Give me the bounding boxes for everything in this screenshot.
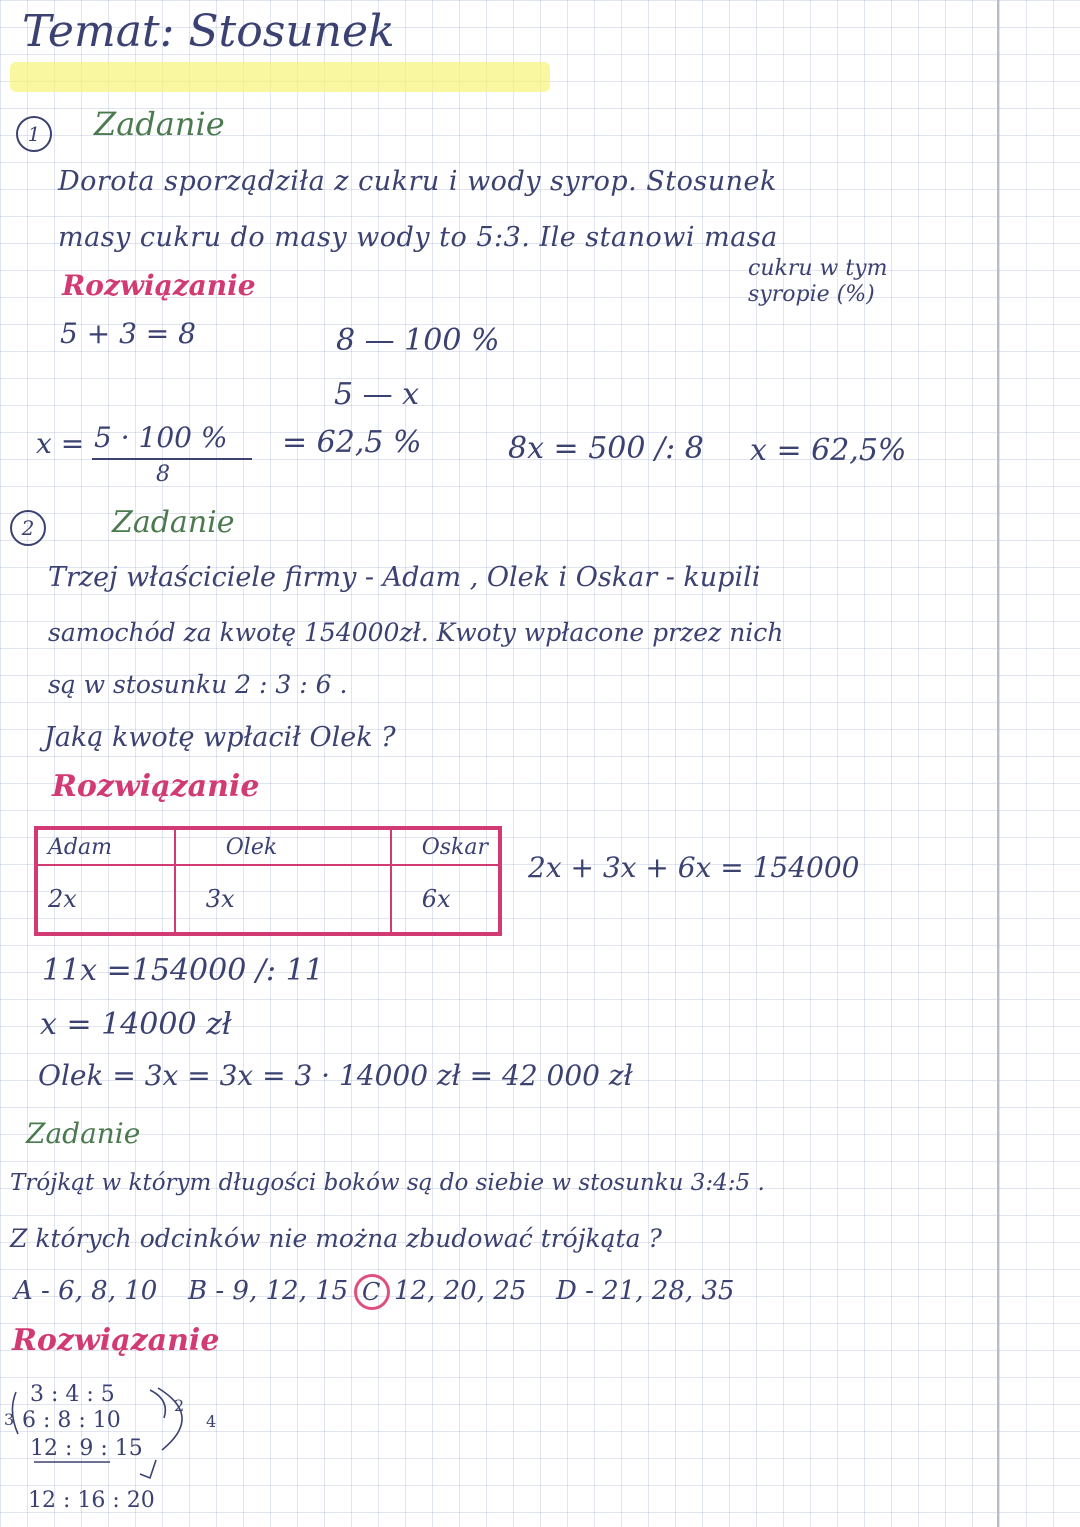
task3-solution-label: Rozwiązanie xyxy=(12,1323,220,1358)
ratio-table-header: Oskar xyxy=(391,829,499,865)
ratio-table-cell: 2x xyxy=(37,865,175,933)
ratio-table-header: Olek xyxy=(175,829,391,865)
arc-times-four xyxy=(158,1388,185,1450)
task1-number: 1 xyxy=(16,116,52,152)
task3-option-d: D - 21, 28, 35 xyxy=(556,1276,735,1306)
task3-heading: Zadanie xyxy=(26,1117,141,1150)
page-title: Temat: Stosunek xyxy=(22,6,395,57)
task3-multiplier-4: 4 xyxy=(206,1412,217,1431)
task1-proportion-1: 8 — 100 % xyxy=(336,323,500,358)
task3-work-row2: 6 : 8 : 10 xyxy=(22,1408,121,1433)
task1-proportion-2: 5 — x xyxy=(334,377,420,412)
task2-text-line3: są w stosunku 2 : 3 : 6 . xyxy=(48,670,348,699)
task1-text-line3: cukru w tym xyxy=(748,256,888,281)
task3-option-a: A - 6, 8, 10 xyxy=(14,1276,158,1306)
task1-x-denominator: 8 xyxy=(156,462,170,487)
task1-text-line1: Dorota sporządziła z cukru i wody syrop. Stosunek xyxy=(58,166,777,197)
ratio-table-header: Adam xyxy=(37,829,175,865)
task2-step1: 11x =154000 /: 11 xyxy=(42,953,324,988)
ratio-table-cell: 3x xyxy=(175,865,391,933)
task2-question: Jaką kwotę wpłacił Olek ? xyxy=(44,722,396,753)
task2-number: 2 xyxy=(10,510,46,546)
task3-text-line1: Trójkąt w którym długości boków są do siebie w stosunku 3:4:5 . xyxy=(10,1170,765,1196)
task2-heading: Zadanie xyxy=(112,505,235,540)
task1-solution-label: Rozwiązanie xyxy=(62,269,256,302)
task3-multiplier-3: 3 xyxy=(4,1410,15,1429)
task3-multiplier-2: 2 xyxy=(174,1396,185,1415)
task2-step3: Olek = 3x = 3x = 3 · 14000 zł = 42 000 zł xyxy=(38,1059,633,1092)
task2-solution-label: Rozwiązanie xyxy=(52,769,260,804)
left-bracket xyxy=(12,1392,18,1434)
task3-option-c: 12, 20, 25 xyxy=(394,1276,527,1306)
task2-equation: 2x + 3x + 6x = 154000 xyxy=(528,851,860,884)
task1-alt-equation: 8x = 500 /: 8 xyxy=(508,431,704,466)
task2-text-line2: samochód za kwotę 154000zł. Kwoty wpłacone przez nich xyxy=(48,618,784,647)
task3-work-row1: 3 : 4 : 5 xyxy=(30,1382,115,1407)
task1-sum: 5 + 3 = 8 xyxy=(60,317,196,350)
ratio-table-cell: 6x xyxy=(391,865,499,933)
task3-work-row3: 12 : 9 : 15 xyxy=(30,1436,143,1461)
task2-text-line1: Trzej właściciele firmy - Adam , Olek i Oskar - kupili xyxy=(48,562,761,593)
task3-text-line2: Z których odcinków nie można zbudować trójkąta ? xyxy=(10,1224,662,1253)
task1-x-result: = 62,5 % xyxy=(282,425,422,460)
task1-x-prefix: x = xyxy=(36,427,85,460)
task3-option-b: B - 9, 12, 15 xyxy=(188,1276,349,1306)
task3-option-c-letter: C xyxy=(362,1278,381,1306)
task1-x-numerator: 5 · 100 % xyxy=(94,421,228,454)
task3-work-row4: 12 : 16 : 20 xyxy=(28,1488,155,1513)
down-arrow xyxy=(140,1460,156,1478)
task1-text-line4: syropie (%) xyxy=(748,282,875,307)
task1-heading: Zadanie xyxy=(94,105,225,143)
arc-times-two xyxy=(150,1390,165,1418)
task2-step2: x = 14000 zł xyxy=(40,1007,232,1042)
task1-text-line2: masy cukru do masy wody to 5:3. Ile stanowi masa xyxy=(58,222,778,253)
task1-alt-result: x = 62,5% xyxy=(750,433,907,468)
